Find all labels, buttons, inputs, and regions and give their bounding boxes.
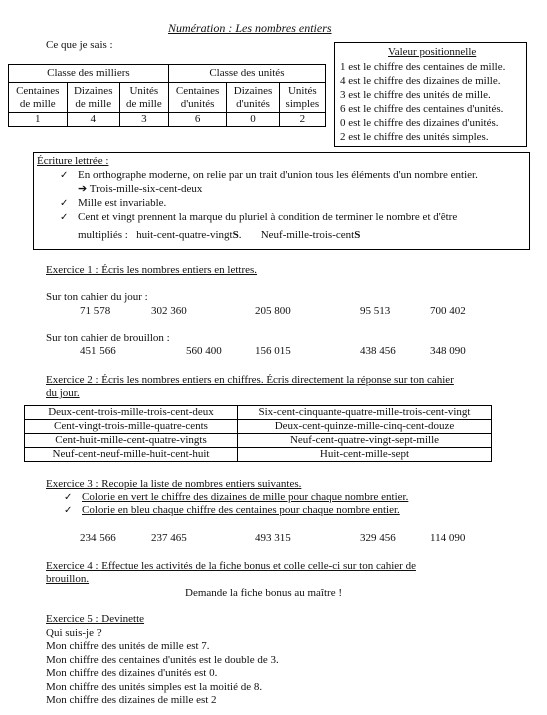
ex5-line: Mon chiffre des dizaines de mille est 2: [46, 694, 217, 706]
ex4-note: Demande la fiche bonus au maître !: [185, 587, 342, 599]
ex2-title-cont: du jour.: [46, 387, 80, 399]
ex5-line: Mon chiffre des centaines d'unités est le double de 3.: [46, 654, 279, 666]
ex1-brouillon-numbers: [0, 345, 547, 359]
ex2-cell: Deux-cent-trois-mille-trois-cent-deux: [25, 406, 238, 420]
number: 156 015: [255, 345, 291, 357]
ex2-cell: Neuf-cent-quatre-vingt-sept-mille: [238, 434, 492, 448]
class-milliers: Classe des milliers: [9, 65, 169, 83]
ex2-table: [24, 405, 492, 462]
header-cell: Dizaines de mille: [67, 83, 119, 113]
ecriture-bullet: ✓ Cent et vingt prennent la marque du pluriel à condition de terminer le nombre et d'être: [78, 211, 457, 224]
number: 560 400: [186, 345, 222, 357]
class-unites: Classe des unités: [168, 65, 325, 83]
number: 700 402: [430, 305, 466, 317]
valeur-title: Valeur positionnelle: [388, 46, 477, 58]
ex5-line: Mon chiffre des unités simples est la moitié de 8.: [46, 681, 263, 693]
ecriture-lettree-box: [33, 152, 530, 250]
intro-label: Ce que je sais :: [46, 39, 113, 51]
ex5-line: Mon chiffre des unités de mille est 7.: [46, 640, 210, 652]
number: 114 090: [430, 532, 466, 544]
valeur-line: 4 est le chiffre des dizaines de mille.: [340, 75, 501, 87]
header-cell: Centaines d'unités: [168, 83, 227, 113]
place-value-table: [8, 64, 326, 127]
ex3-bullet: ✓ Colorie en vert le chiffre des dizaines de mille pour chaque nombre entier.: [82, 491, 408, 504]
ex2-cell: Neuf-cent-neuf-mille-huit-cent-huit: [25, 448, 238, 462]
header-cell: Dizaines d'unités: [227, 83, 279, 113]
ex1-cahier-numbers: [0, 305, 547, 319]
ex3-numbers: [0, 532, 547, 546]
ex2-cell: Six-cent-cinquante-quatre-mille-trois-cent-vingt: [238, 406, 492, 420]
ecriture-line: multipliés : huit-cent-quatre-vingtS. Neuf-mille-trois-centS: [78, 229, 361, 241]
number: 237 465: [151, 532, 187, 544]
ex1-cahier-label: Sur ton cahier du jour :: [46, 291, 148, 303]
number: 451 566: [80, 345, 116, 357]
ex4-title-cont: brouillon.: [46, 573, 90, 585]
ecriture-example: ➔ Trois-mille-six-cent-deux: [78, 183, 203, 195]
valeur-line: 2 est le chiffre des unités simples.: [340, 131, 489, 143]
ex2-cell: Huit-cent-mille-sept: [238, 448, 492, 462]
digit-cell: 2: [279, 113, 325, 127]
header-cell: Centaines de mille: [9, 83, 68, 113]
ex5-title: Exercice 5 : Devinette: [46, 613, 145, 625]
valeur-line: 3 est le chiffre des unités de mille.: [340, 89, 491, 101]
digit-cell: 1: [9, 113, 68, 127]
number: 302 360: [151, 305, 187, 317]
number: 234 566: [80, 532, 116, 544]
ex2-cell: Cent-vingt-trois-mille-quatre-cents: [25, 420, 238, 434]
ex5-line: Qui suis-je ?: [46, 627, 102, 639]
digit-cell: 3: [119, 113, 168, 127]
digit-cell: 4: [67, 113, 119, 127]
number: 348 090: [430, 345, 466, 357]
ex2-cell: Cent-huit-mille-cent-quatre-vingts: [25, 434, 238, 448]
digit-cell: 0: [227, 113, 279, 127]
ex4-title: Exercice 4 : Effectue les activités de la fiche bonus et colle celle-ci sur ton cahier de: [46, 560, 416, 572]
ex5-line: Mon chiffre des dizaines d'unités est 0.: [46, 667, 218, 679]
ecriture-bullet: ✓ Mille est invariable.: [78, 197, 166, 210]
valeur-line: 6 est le chiffre des centaines d'unités.: [340, 103, 504, 115]
digit-cell: 6: [168, 113, 227, 127]
ex1-brouillon-label: Sur ton cahier de brouillon :: [46, 332, 170, 344]
number: 329 456: [360, 532, 396, 544]
number: 205 800: [255, 305, 291, 317]
ex1-title: Exercice 1 : Écris les nombres entiers en lettres.: [46, 264, 258, 276]
header-cell: Unités de mille: [119, 83, 168, 113]
ecriture-bullet: ✓ En orthographe moderne, on relie par un trait d'union tous les éléments d'un nombre entier.: [78, 169, 478, 182]
valeur-positionnelle-box: [334, 42, 527, 147]
ex3-bullet: ✓ Colorie en bleu chaque chiffre des centaines pour chaque nombre entier.: [82, 504, 400, 517]
valeur-line: 0 est le chiffre des dizaines d'unités.: [340, 117, 499, 129]
number: 438 456: [360, 345, 396, 357]
ex2-title: Exercice 2 : Écris les nombres entiers en chiffres. Écris directement la réponse sur ton cahier: [46, 374, 454, 386]
number: 493 315: [255, 532, 291, 544]
page-title: Numération : Les nombres entiers: [168, 21, 332, 35]
number: 71 578: [80, 305, 111, 317]
header-cell: Unités simples: [279, 83, 325, 113]
ex2-cell: Deux-cent-quinze-mille-cinq-cent-douze: [238, 420, 492, 434]
valeur-line: 1 est le chiffre des centaines de mille.: [340, 61, 506, 73]
ex3-title: Exercice 3 : Recopie la liste de nombres entiers suivantes.: [46, 478, 302, 490]
ecriture-title: Écriture lettrée :: [37, 155, 109, 167]
number: 95 513: [360, 305, 391, 317]
